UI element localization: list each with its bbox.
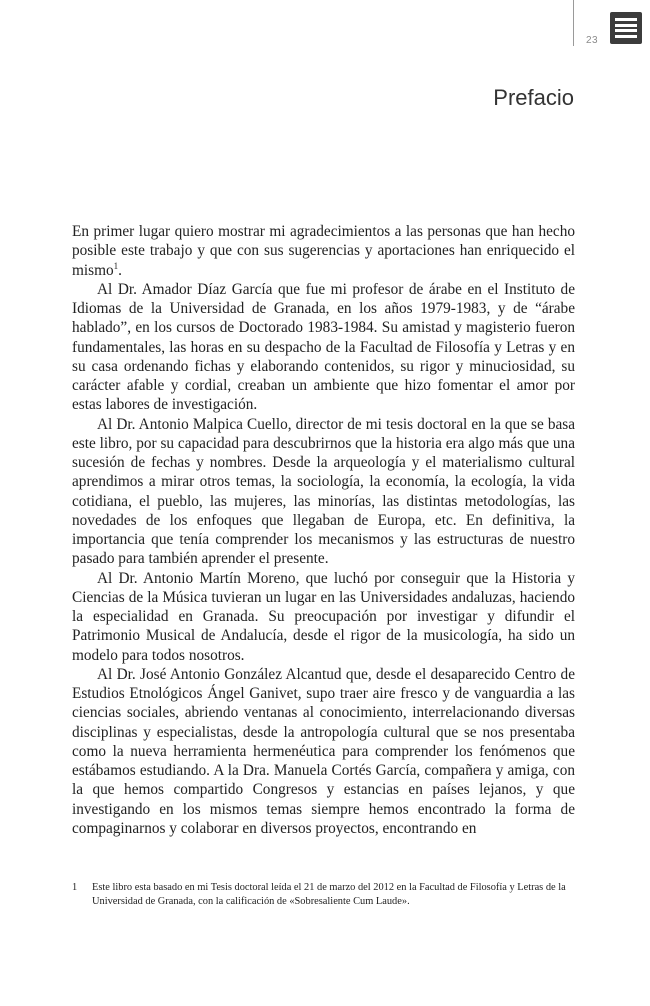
footnote-reference[interactable]: 1 [113, 260, 119, 271]
menu-icon[interactable] [610, 12, 642, 44]
header-divider [573, 0, 574, 46]
menu-icon-line [615, 29, 637, 32]
body-text [72, 222, 575, 838]
paragraph-1 [72, 222, 575, 280]
footnote-text: Este libro esta basado en mi Tesis doctoral leída el 21 de marzo del 2012 en la Facultad de Filosofía y Letras de la Universidad de Granada, con la calificación de «Sobresaliente Cum Laude». [92, 882, 566, 907]
paragraph-punctuation: . [118, 261, 122, 279]
paragraph-text: En primer lugar quiero mostrar mi agradecimientos a las personas que han hecho posible este trabajo y que con sus sugerencias y aportaciones han enriquecido el mismo [72, 223, 575, 279]
menu-icon-line [615, 24, 637, 27]
paragraph-3: Al Dr. Antonio Malpica Cuello, director de mi tesis doctoral en la que se basa este libro, por su capacidad para descubrirnos que la historia era algo más que una sucesión de fechas y nombres. Desde la arqueología y el materialismo cultural aprendimos a mirar otros temas, la sociología, la economía, la ecología, la vida cotidiana, el pueblo, las mujeres, las minorías, las distintas metodologías, las novedades de los enfoques que llegaban de Europa, etc. En definitiva, la importancia que tenía comprender los mecanismos y las estructuras de nuestro pasado para también aprender el presente. [72, 415, 575, 568]
paragraph-2: Al Dr. Amador Díaz García que fue mi profesor de árabe en el Instituto de Idiomas de la Universidad de Granada, en los años 1979-1983, y de “árabe hablado”, en los cursos de Doctorado 1983-1984. Su amistad y magisterio fueron fundamentales, las horas en su despacho de la Facultad de Filosofía y Letras y en su casa ordenando fichas y elaborando contenidos, su rigor y minuciosidad, su carácter afable y cordial, creaban un ambiente que hizo fomentar el amor por estas labores de investigación. [72, 280, 575, 414]
footnote [72, 881, 575, 909]
section-title: Prefacio [493, 85, 574, 110]
paragraph-4: Al Dr. Antonio Martín Moreno, que luchó por conseguir que la Historia y Ciencias de la Música tuvieran un lugar en las Universidades andaluzas, haciendo la especialidad en Granada. Su preocupación por investigar y difundir el Patrimonio Musical de Andalucía, desde el rigor de la musicología, ha sido un modelo para todos nosotros. [72, 569, 575, 664]
menu-icon-line [615, 18, 637, 21]
menu-icon-line [615, 35, 637, 38]
footnote-number: 1 [72, 882, 78, 893]
page-number: 23 [586, 35, 599, 46]
paragraph-5: Al Dr. José Antonio González Alcantud que, desde el desaparecido Centro de Estudios Etnológicos Ángel Ganivet, supo traer aire fresco y de vanguardia a las ciencias sociales, abriendo ventanas al conocimiento, interrelacionando diversas disciplinas y especialistas, desde la antropología cultural que se nos presentaba como la nueva herramienta hermenéutica para comprender los fenómenos que estábamos estudiando. A la Dra. Manuela Cortés García, compañera y amiga, con la que hemos compartido Congresos y estancias en países lejanos, y que investigando en los mismos temas siempre hemos encontrado la forma de compaginarnos y colaborar en diversos proyectos, encontrando en [72, 665, 575, 837]
